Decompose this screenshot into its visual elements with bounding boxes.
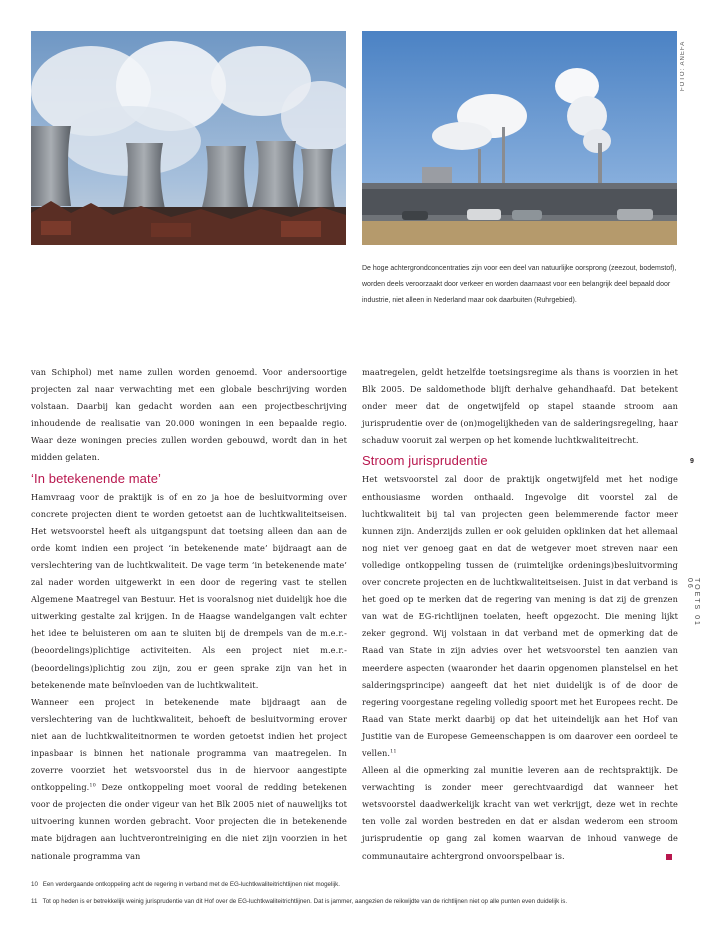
footnotes — [31, 876, 691, 910]
end-of-article-mark — [666, 854, 672, 860]
photo-caption: De hoge achtergrondconcentraties zijn voor een deel van natuurlijke oorsprong (zeezout, bodemstof), worden deels veroorzaakt door verkeer en worden daarnaast voor een belangrijk deel bepaald door industrie, niet alleen in Nederland maar ook daarbuiten (Ruhrgebied). — [362, 265, 677, 304]
journal-label: TOETS 01 06 — [686, 578, 700, 627]
paragraph: Het wetsvoorstel zal door de praktijk ongetwijfeld met het nodige enthousiasme worden onthaald. Ingevolge dit voorstel zal de luchtkwaliteit bij tal van projecten geen belemmerende factor meer kunnen zijn. Anderzijds zullen er ook geluiden opklinken dat het allemaal nog niet ver genoeg gaat en dat de wetgever moet streven naar een volledige ontkoppeling tussen de (ruimtelijke ordenings)besluitvorming over concrete projecten en de luchtkwaliteitseisen. Juist in dat verband is het goed op te merken dat de regering van mening is dat zij de grenzen van wat de EG-richtlijnen toelaten, heeft opgezocht. Die mening lijkt zeker gegrond. Wij volstaan in dat verband met de opmerking dat de Raad van State in zijn advies over het wetsvoorstel ten aanzien van meerdere aspecten (waaronder het daarin opgenomen planstelsel en het salderingsprincipe) aangeeft dat het niet duidelijk is of de door de regering voorgestane regeling volledig spoort met het Europees recht. De Raad van State merkt daarbij op dat het uiteindelijk aan het Hof van Justitie van de Europese Gemeenschappen is om daarover een oordeel te vellen.$^{11}$ — [362, 474, 678, 758]
factory-chimneys-photo — [362, 31, 677, 245]
section-heading: Stroom jurisprudentie — [362, 453, 488, 469]
photo-credit: FOTO: ANEFA — [680, 40, 686, 91]
left-column — [31, 364, 347, 865]
section-heading: ‘In betekenende mate’ — [31, 470, 162, 486]
footnote: 11 Tot op heden is er betrekkelijk weinig jurisprudentie van dit Hof over de EG-luchtkwaliteitrichtlijnen. Dat is jammer, aangezien de reikwijdte van de richtlijnen niet op alle punten even duidelijk is. — [31, 898, 568, 905]
footnote: 10 Een verdergaande ontkoppeling acht de regering in verband met de EG-luchtkwaliteitrichtlijnen niet mogelijk. — [31, 881, 340, 888]
page-number: 9 — [690, 458, 694, 465]
paragraph: van Schiphol) met name zullen worden genoemd. Voor andersoortige projecten zal naar verwachting met een globale beschrijving worden volstaan. Daarbij kan gedacht worden aan een projectbeschrijving inhoudende de realisatie van 20.000 woningen in een bepaalde regio. Waar deze woningen precies zullen worden gebouwd, wordt dan in het midden gelaten. — [31, 367, 347, 463]
paragraph: Alleen al die opmerking zal munitie leveren aan de rechtspraktijk. De verwachting is zonder meer gerechtvaardigd dat wanneer het wetsvoorstel daadwerkelijk kracht van wet verkrijgt, deze wet in rechte ten volle zal worden bestreden en dat er alsdan wederom een stroom jurisprudentie op gang zal komen waarvan de inhoud vanwege de communautaire achtergrond onvoorspelbaar is. — [362, 765, 678, 861]
paragraph: maatregelen, geldt hetzelfde toetsingsregime als thans is voorzien in het Blk 2005. De saldomethode blijft derhalve gehandhaafd. Dat betekent onder meer dat de ongetwijfeld op stapel staande stroom aan jurisprudentie over de (on)mogelijkheden van de salderingsregeling, haar schaduw vooruit zal werpen op het komende luchtkwaliteitrecht. — [362, 367, 678, 446]
paragraph: Hamvraag voor de praktijk is of en zo ja hoe de besluitvorming over concrete projecten dient te worden getoetst aan de luchtkwaliteitseisen. Het wetsvoorstel heeft als uitgangspunt dat toetsing alleen dan aan de orde komt indien een project ‘in betekenende mate’ bijdraagt aan de verslechtering van de luchtkwaliteit. De vage term ‘in betekenende mate’ zal nader worden uitgewerkt in een door de regering vast te stellen Algemene Maatregel van Bestuur. Het is vooralsnog niet duidelijk hoe die uitwerking gestalte zal krijgen. In de Haagse wandelgangen valt echter het idee te beluisteren om aan te sluiten bij de drempels van de m.e.r.-(beoordelings)plichtige activiteiten. Als een project niet m.e.r.-(beoordelings)plichtig zou zijn, zou er geen sprake zijn van het in betekenende mate beïnvloeden van de luchtkwaliteit. — [31, 491, 347, 690]
right-column — [362, 364, 678, 865]
paragraph: Wanneer een project in betekenende mate bijdraagt aan de verslechtering van de luchtkwaliteit, behoeft de besluitvorming erover niet aan de luchtkwaliteitnormen te worden getoetst indien het project inpasbaar is binnen het nationale programma van maatregelen. In zoverre voorziet het wetsvoorstel dus in de hiervoor aangestipte ontkoppeling.$^{10}$ Deze ontkoppeling moet vooral de redding betekenen voor de projecten die onder vigeur van het Blk 2005 niet of nauwelijks tot uitvoering kunnen worden gebracht. Voor projecten die in betekenende mate bijdragen aan luchtverontreiniging en die niet zijn voorzien in het nationale programma van — [31, 696, 347, 861]
footnote-ref: 10 — [89, 782, 96, 789]
footnote-ref: 11 — [390, 748, 397, 755]
cooling-towers-photo — [31, 31, 346, 245]
